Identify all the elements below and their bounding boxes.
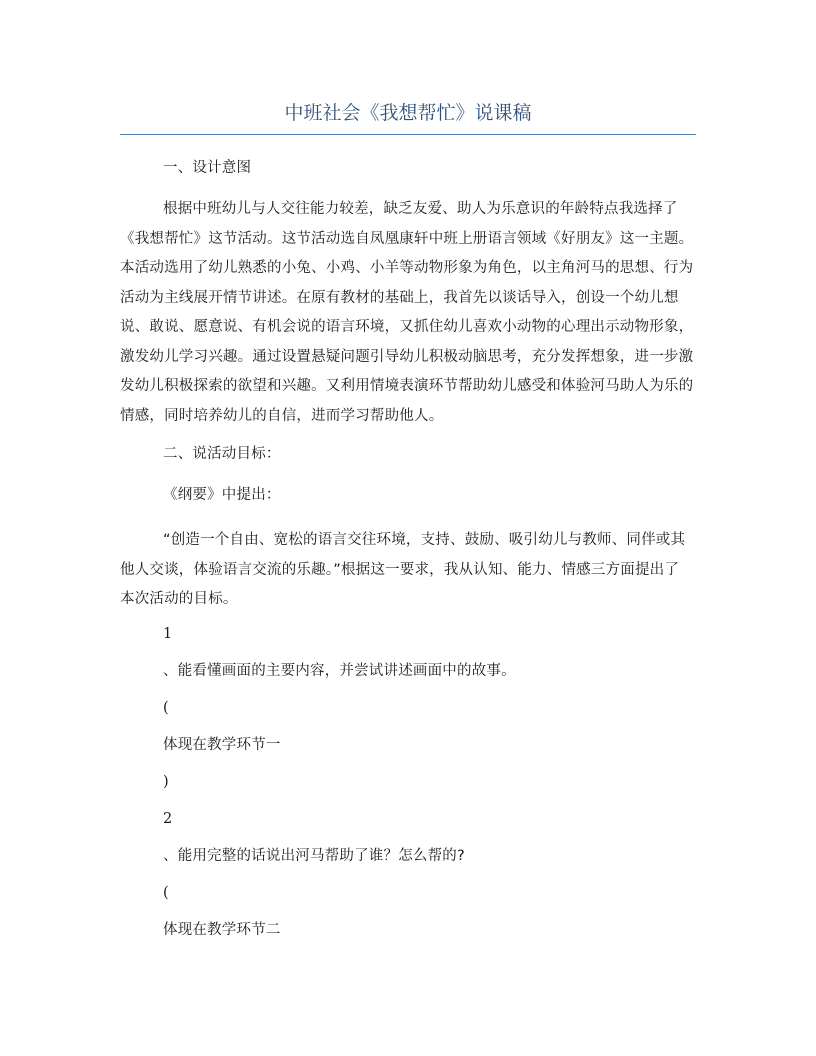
paragraph-line: 本活动选用了幼儿熟悉的小兔、小鸡、小羊等动物形象为角色，以主角河马的思想、行为 <box>120 260 694 276</box>
goal-number-2: 2 <box>163 811 173 827</box>
paragraph-line: 活动为主线展开情节讲述。在原有教材的基础上，我首先以谈话导入，创设一个幼儿想 <box>120 289 679 306</box>
paragraph-line: 情感，同时培养幼儿的自信，进而学习帮助他人。 <box>120 407 444 424</box>
paragraph-line: 根据中班幼儿与人交往能力较差，缺乏友爱、助人为乐意识的年龄特点我选择了 <box>163 201 678 217</box>
gangyao-line: 《纲要》中提出： <box>163 487 281 503</box>
title-underline <box>120 134 696 135</box>
section2-heading: 二、说活动目标： <box>163 446 281 462</box>
goal-open-paren-1: ( <box>163 700 169 716</box>
paragraph-line: 激发幼儿学习兴趣。通过设置悬疑问题引导幼儿积极动脑思考，充分发挥想象，进一步激 <box>120 348 694 365</box>
goal-reference-2: 体现在教学环节二 <box>163 922 281 938</box>
goal-text-2: 、能用完整的话说出河马帮助了谁？怎么帮的? <box>163 848 465 864</box>
paragraph-line: 说、敢说、愿意说、有机会说的语言环境，又抓住幼儿喜欢小动物的心理出示动物形象， <box>120 319 694 335</box>
paragraph-line: “创造一个自由、宽松的语言交往环境，支持、鼓励、吸引幼儿与教师、同伴或其 <box>163 532 686 548</box>
page-title: 中班社会《我想帮忙》说课稿 <box>284 102 532 124</box>
goal-close-paren-1: ) <box>163 774 169 790</box>
paragraph-line: 发幼儿积极探索的欲望和兴趣。又利用情境表演环节帮助幼儿感受和体验河马助人为乐的 <box>120 378 694 394</box>
goal-open-paren-2: ( <box>163 885 169 901</box>
section1-heading: 一、设计意图 <box>163 160 252 176</box>
goal-reference-1: 体现在教学环节一 <box>163 737 281 753</box>
goal-text-1: 、能看懂画面的主要内容，并尝试讲述画面中的故事。 <box>163 663 516 679</box>
paragraph-line: 本次活动的目标。 <box>120 591 238 607</box>
paragraph-line: 《我想帮忙》这节活动。这节活动选自凤凰康轩中班上册语言领域《好朋友》这一主题。 <box>120 230 694 247</box>
paragraph-line: 他人交谈，体验语言交流的乐趣。”根据这一要求，我从认知、能力、情感三方面提出了 <box>120 561 680 578</box>
goals-intro-paragraph <box>120 526 696 615</box>
goal-number-1: 1 <box>163 626 173 642</box>
design-intent-paragraph <box>120 195 696 431</box>
